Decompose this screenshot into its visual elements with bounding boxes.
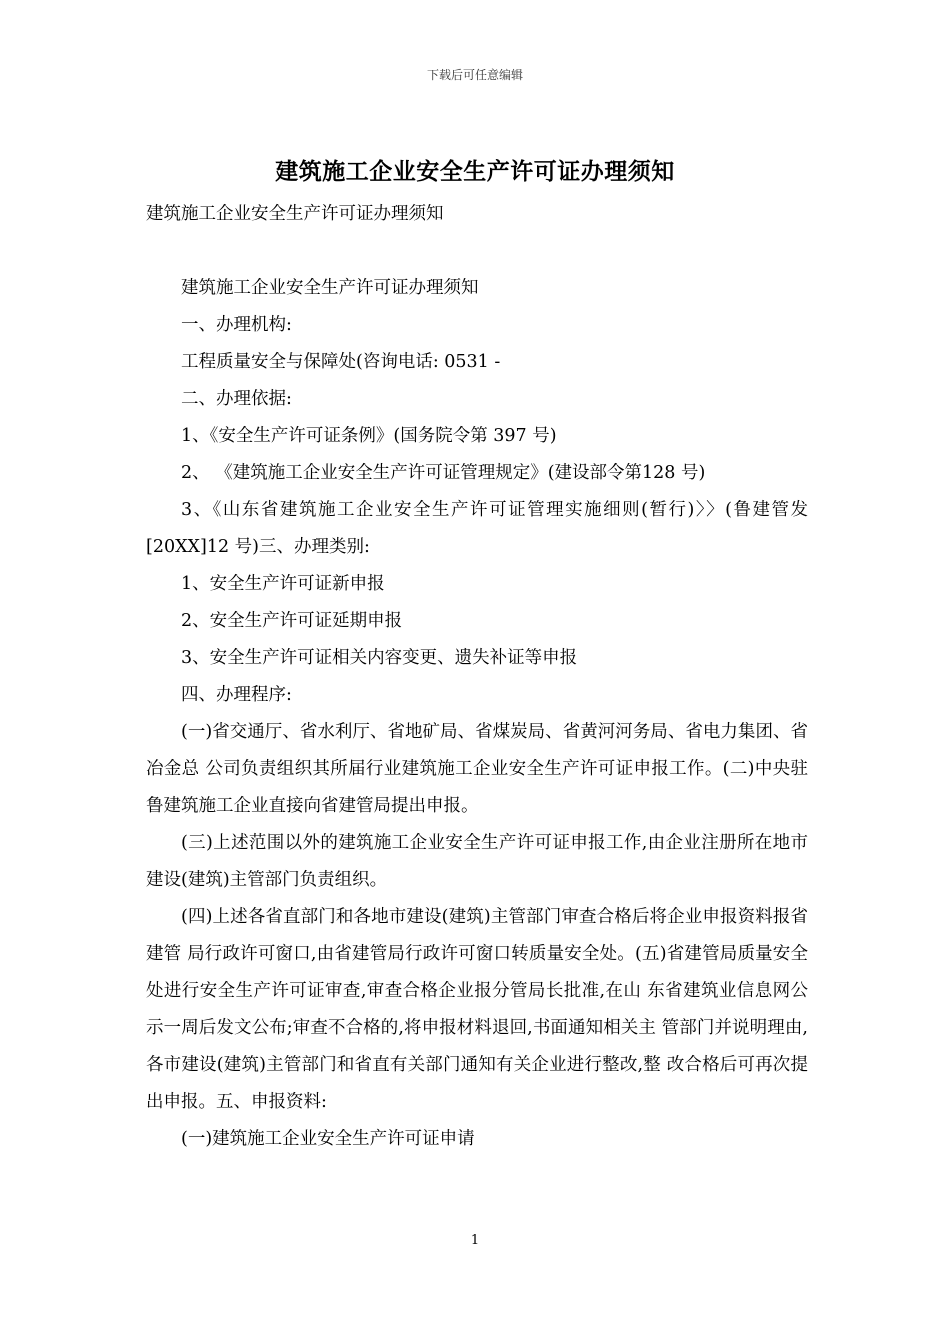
section-heading-agency: 一、办理机构: — [181, 315, 292, 335]
paragraph-heading: 建筑施工企业安全生产许可证办理须知 — [181, 278, 479, 298]
document-body — [146, 196, 808, 1158]
paragraph-procedure-1: (一)省交通厅、省水利厅、省地矿局、省煤炭局、省黄河河务局、省电力集团、省冶金总 公司负责组织其所届行业建筑施工企业安全生产许可证申报工作。(二)中央驻鲁建筑施工企业直接向省建管局提出申报。 — [146, 722, 808, 816]
paragraph-subtitle: 建筑施工企业安全生产许可证办理须知 — [146, 204, 444, 224]
list-item-basis-1: 1、《安全生产许可证条例》(国务院令第 397 号) — [181, 426, 557, 446]
list-item-basis-2: 2、 《建筑施工企业安全生产许可证管理规定》(建设部令第128 号) — [181, 463, 706, 483]
list-item-basis-3: 3、《山东省建筑施工企业安全生产许可证管理实施细则(暂行)〉〉(鲁建管发 [20XX]12 号)三、办理类别: — [146, 500, 808, 557]
paragraph-agency: 工程质量安全与保障处(咨询电话: 0531 - — [181, 352, 501, 372]
paragraph-procedure-3: (三)上述范围以外的建筑施工企业安全生产许可证申报工作,由企业注册所在地市建设(建筑)主管部门负责组织。 — [146, 833, 808, 890]
list-item-category-3: 3、安全生产许可证相关内容变更、遗失补证等申报 — [181, 648, 578, 668]
section-heading-basis: 二、办理依据: — [181, 389, 292, 409]
page-number: 1 — [470, 1233, 480, 1248]
header-note: 下载后可任意编辑 — [426, 68, 523, 82]
list-item-category-2: 2、安全生产许可证延期申报 — [181, 611, 403, 631]
document-title: 建筑施工企业安全生产许可证办理须知 — [275, 158, 675, 185]
list-item-category-1: 1、安全生产许可证新申报 — [181, 574, 385, 594]
section-heading-procedure: 四、办理程序: — [181, 685, 292, 705]
paragraph-procedure-4: (四)上述各省直部门和各地市建设(建筑)主管部门审查合格后将企业申报资料报省建管 局行政许可窗口,由省建管局行政许可窗口转质量安全处。(五)省建管局质量安全处进行安全生产许可证审查,审查合格企业报分管局长批准,在山 东省建筑业信息网公示一周后发文公布;审查不合格的,将申报材料退回,书面通知相关主 管部门并说明理由,各市建设(建筑)主管部门和省直有关部门通知有关企业进行整改,整 改合格后可再次提出申报。五、申报资料: — [146, 907, 808, 1112]
paragraph-materials-1: (一)建筑施工企业安全生产许可证申请 — [181, 1129, 475, 1149]
